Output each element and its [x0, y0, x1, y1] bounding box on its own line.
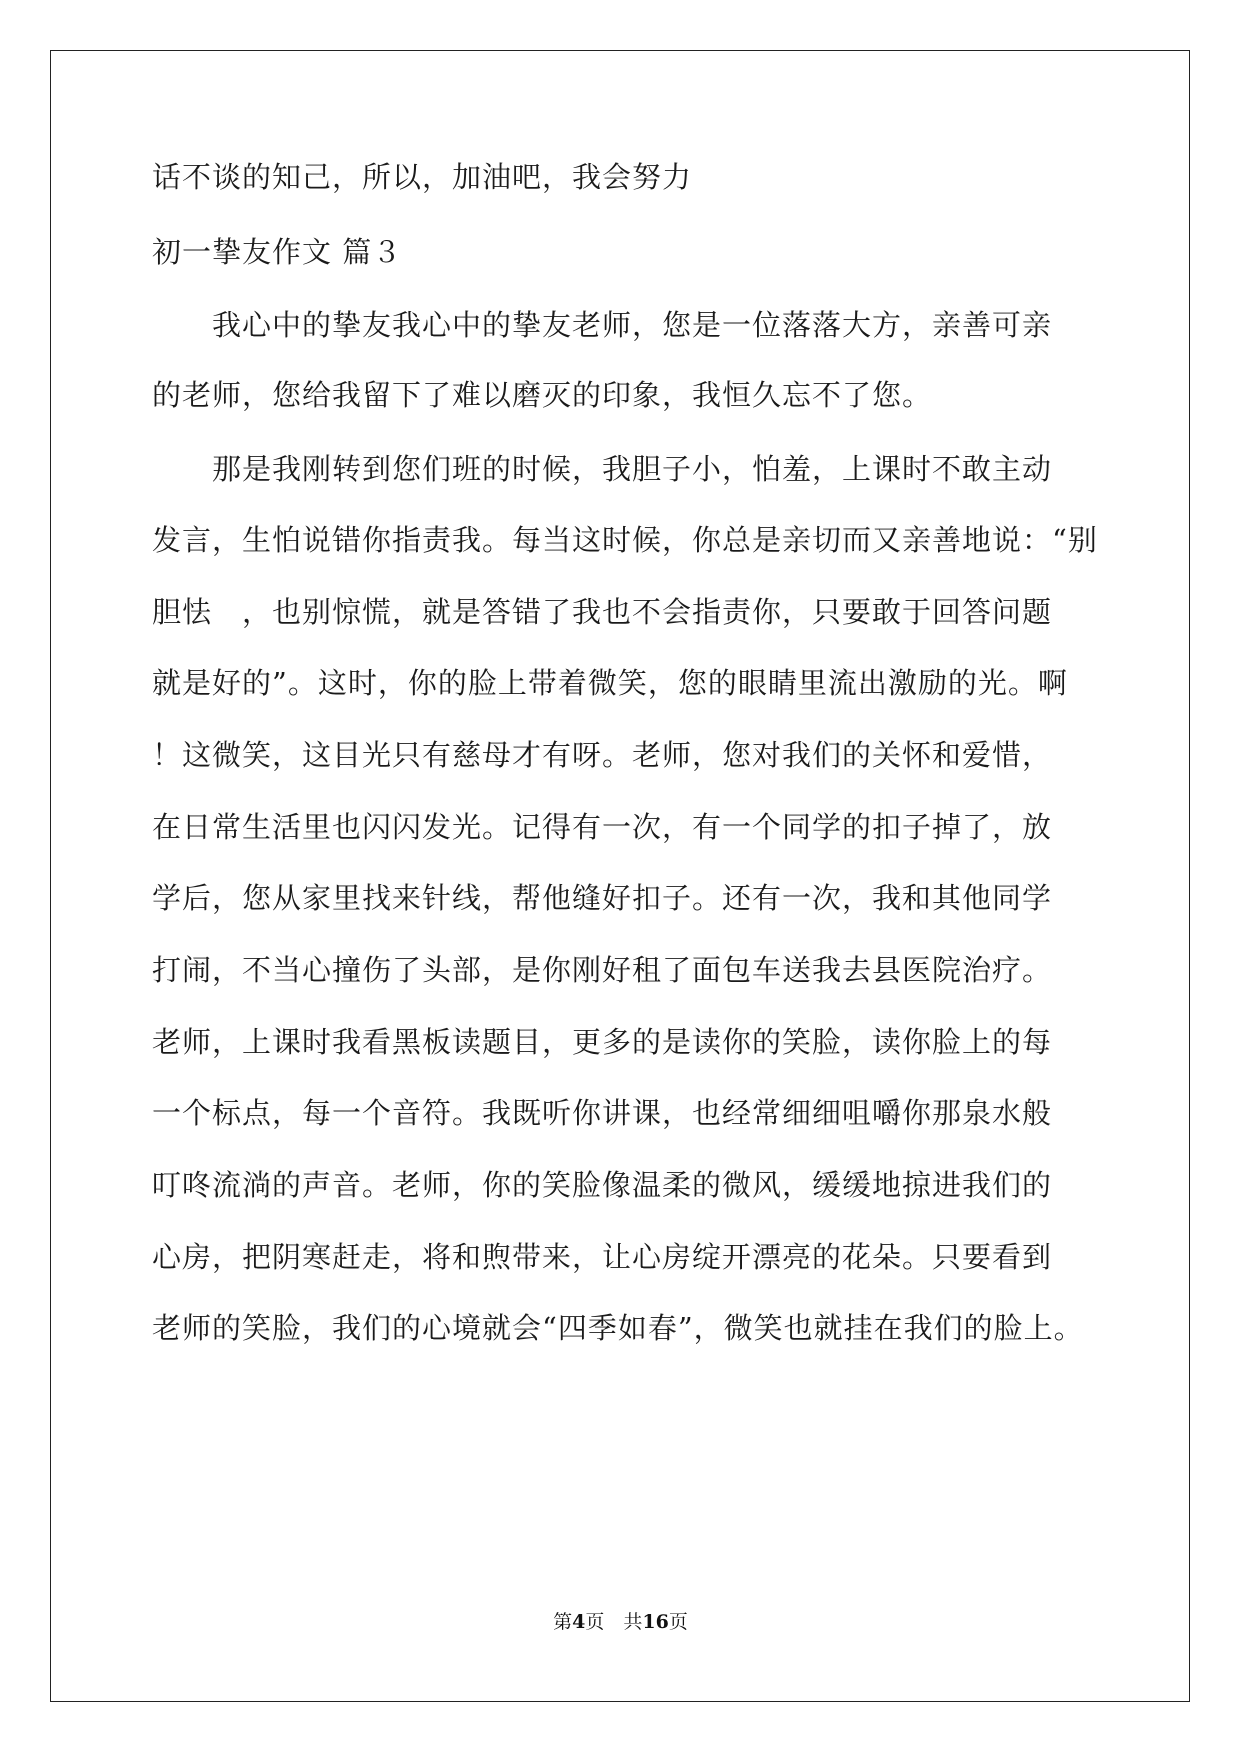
total-page-count: 16: [642, 1611, 669, 1633]
text-line: 心房，把阴寒赶走，将和煦带来，让心房绽开漂亮的花朵。只要看到: [152, 1240, 1053, 1274]
text-line: 我心中的挚友我心中的挚友老师，您是一位落落大方，亲善可亲: [212, 308, 1053, 342]
text-line: 胆怯 ，也别惊慌，就是答错了我也不会指责你，只要敢于回答问题: [152, 595, 1053, 629]
text-line: 话不谈的知己，所以，加油吧，我会努力: [152, 160, 693, 194]
text-line: 一个标点，每一个音符。我既听你讲课，也经常细细咀嚼你那泉水般: [152, 1096, 1053, 1130]
section-heading: 初一挚友作文 篇３: [152, 235, 403, 269]
text-line: 发言，生怕说错你指责我。每当这时候，你总是亲切而又亲善地说：“别: [152, 523, 1098, 557]
text-line: 老师的笑脸，我们的心境就会“四季如春”，微笑也就挂在我们的脸上。: [152, 1311, 1084, 1345]
text-line: ！这微笑，这目光只有慈母才有呀。老师，您对我们的关怀和爱惜，: [152, 738, 1053, 772]
text-line: 学后，您从家里找来针线，帮他缝好扣子。还有一次，我和其他同学: [152, 881, 1053, 915]
text-line: 的老师，您给我留下了难以磨灭的印象，我恒久忘不了您。: [152, 378, 933, 412]
text-line: 在日常生活里也闪闪发光。记得有一次，有一个同学的扣子掉了，放: [152, 810, 1053, 844]
current-page-number: 4: [572, 1611, 586, 1633]
text-line: 叮咚流淌的声音。老师，你的笑脸像温柔的微风，缓缓地掠进我们的: [152, 1168, 1053, 1202]
text-line: 打闹，不当心撞伤了头部，是你刚好租了面包车送我去县医院治疗。: [152, 953, 1053, 987]
text-line: 那是我刚转到您们班的时候，我胆子小，怕羞，上课时不敢主动: [212, 452, 1053, 486]
page-footer: [0, 1607, 1241, 1634]
footer-prefix: 第: [553, 1611, 573, 1633]
footer-suffix: 页: [668, 1611, 688, 1633]
footer-mid: 页 共: [585, 1611, 643, 1633]
text-line: 老师，上课时我看黑板读题目，更多的是读你的笑脸，读你脸上的每: [152, 1025, 1053, 1059]
text-line: 就是好的”。这时，你的脸上带着微笑，您的眼睛里流出激励的光。啊: [152, 666, 1068, 700]
